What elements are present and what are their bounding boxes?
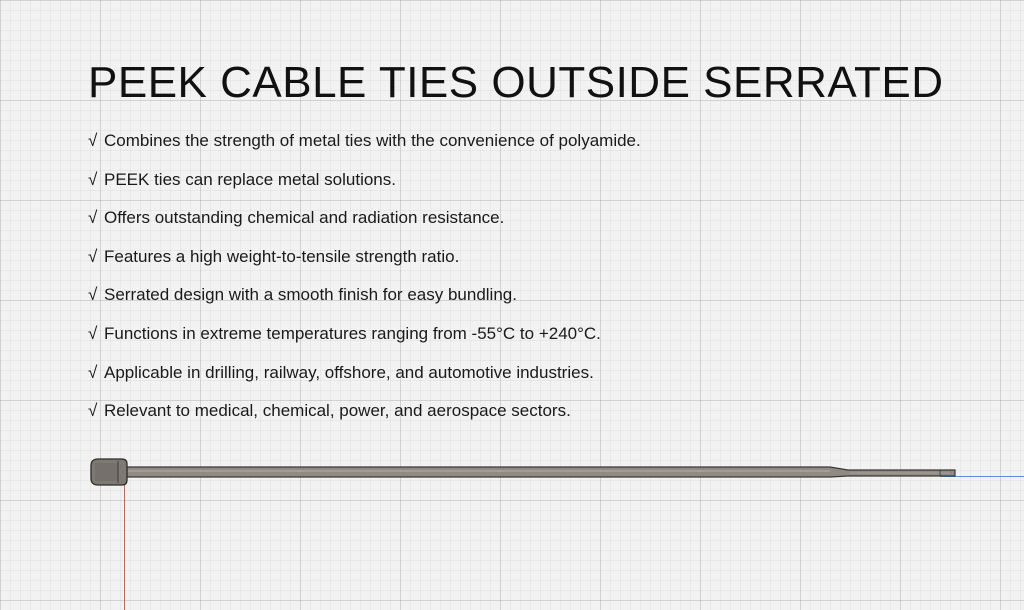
check-icon: √ <box>88 169 98 189</box>
check-icon: √ <box>88 285 98 305</box>
feature-item <box>88 401 641 440</box>
check-icon: √ <box>88 246 98 266</box>
feature-list <box>88 131 641 440</box>
check-icon: √ <box>88 362 98 382</box>
feature-item <box>88 363 641 402</box>
feature-text: Features a high weight-to-tensile strength ratio. <box>104 246 460 266</box>
check-icon: √ <box>88 323 98 343</box>
feature-text: Applicable in drilling, railway, offshore, and automotive industries. <box>104 362 594 382</box>
feature-item <box>88 208 641 247</box>
feature-text: Combines the strength of metal ties with the convenience of polyamide. <box>104 131 641 150</box>
feature-text: Serrated design with a smooth finish for easy bundling. <box>104 285 517 305</box>
tie-strap <box>124 467 955 477</box>
page-title: PEEK CABLE TIES OUTSIDE SERRATED <box>88 58 944 107</box>
feature-text: Functions in extreme temperatures ranging from -55°C to +240°C. <box>104 323 601 343</box>
feature-text: PEEK ties can replace metal solutions. <box>104 169 396 189</box>
check-icon: √ <box>88 131 98 150</box>
cable-tie-illustration <box>0 440 1024 610</box>
feature-item <box>88 131 641 170</box>
feature-item <box>88 170 641 209</box>
feature-text: Relevant to medical, chemical, power, and aerospace sectors. <box>104 401 571 421</box>
feature-item <box>88 324 641 363</box>
check-icon: √ <box>88 401 98 421</box>
feature-text: Offers outstanding chemical and radiation resistance. <box>104 208 505 228</box>
feature-item <box>88 285 641 324</box>
feature-item <box>88 247 641 286</box>
check-icon: √ <box>88 208 98 228</box>
